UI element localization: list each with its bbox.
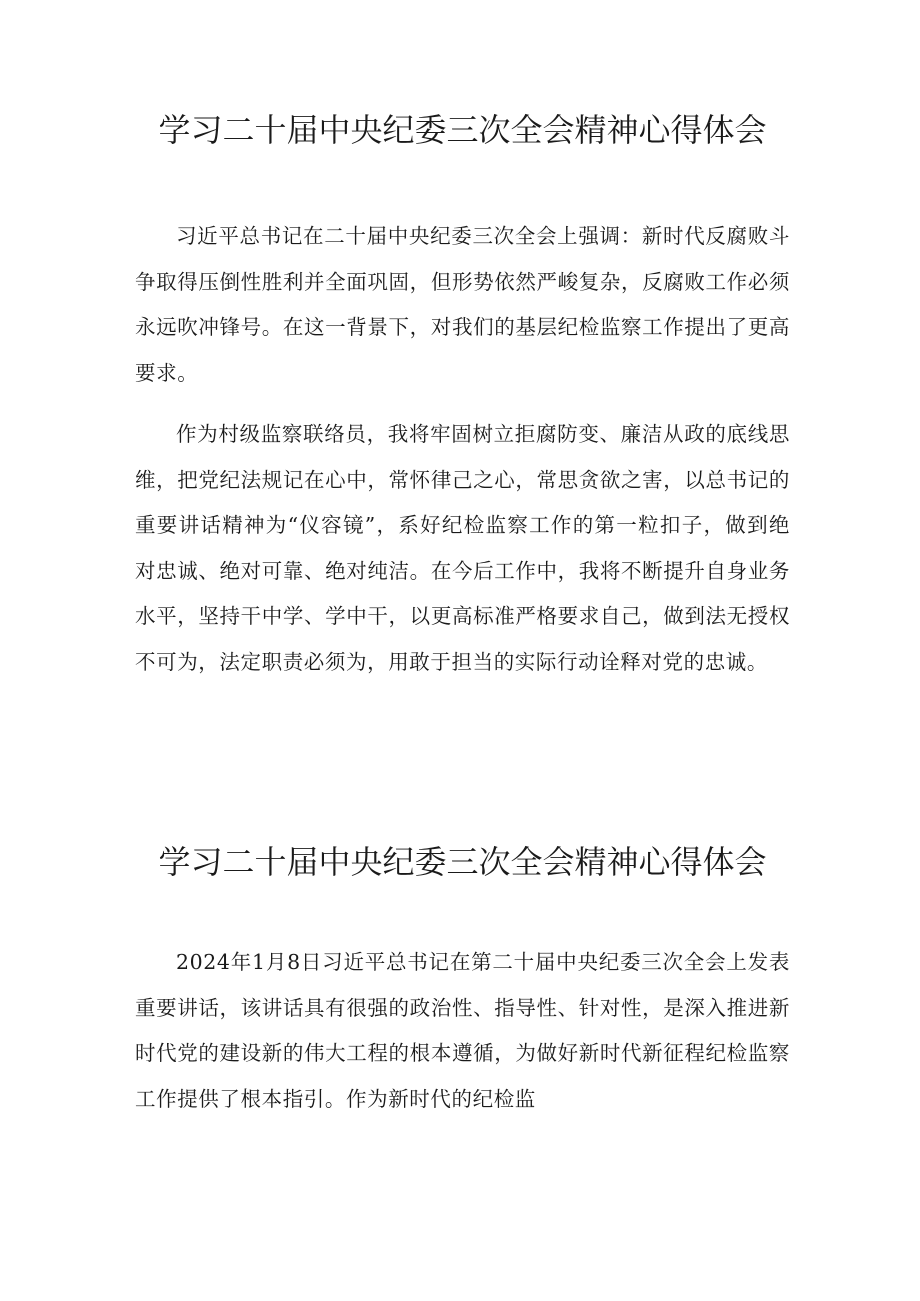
- article-section-2: [135, 840, 790, 1122]
- article-paragraph: 作为村级监察联络员，我将牢固树立拒腐防变、廉洁从政的底线思维，把党纪法规记在心中，常怀律己之心，常思贪欲之害，以总书记的重要讲话精神为“仪容镜”，系好纪检监察工作的第一粒扣子，做到绝对忠诚、绝对可靠、绝对纯洁。在今后工作中，我将不断提升自身业务水平，坚持干中学、学中干，以更高标准严格要求自己，做到法无授权不可为，法定职责必须为，用敢于担当的实际行动诠释对党的忠诚。: [135, 422, 790, 674]
- article-paragraph: 习近平总书记在二十届中央纪委三次全会上强调：新时代反腐败斗争取得压倒性胜利并全面巩固，但形势依然严峻复杂，反腐败工作必须永远吹冲锋号。在这一背景下，对我们的基层纪检监察工作提出了更高要求。: [135, 224, 790, 385]
- article-paragraph: 2024年1月8日习近平总书记在第二十届中央纪委三次全会上发表重要讲话，该讲话具有很强的政治性、指导性、针对性，是深入推进新时代党的建设新的伟大工程的根本遵循，为做好新时代新征程纪检监察工作提供了根本指引。作为新时代的纪检监: [135, 950, 790, 1111]
- article-title: 学习二十届中央纪委三次全会精神心得体会: [158, 111, 767, 149]
- article-section-1: [135, 108, 790, 685]
- article-title: 学习二十届中央纪委三次全会精神心得体会: [158, 843, 767, 881]
